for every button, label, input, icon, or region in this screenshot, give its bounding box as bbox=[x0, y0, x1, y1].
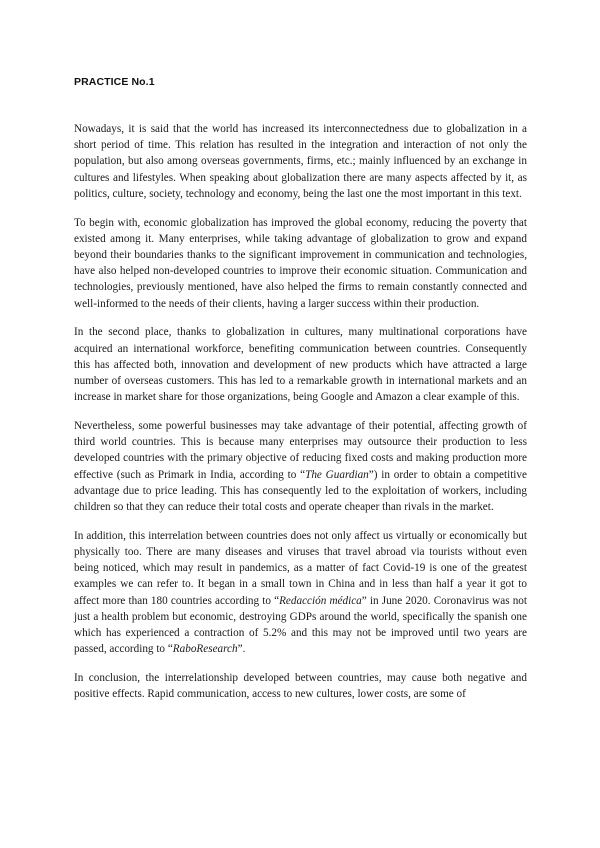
paragraph-economic-globalization bbox=[74, 215, 527, 312]
paragraph-cultural-globalization bbox=[74, 324, 527, 405]
paragraph-text: To begin with, economic globalization has improved the global economy, reducing the poverty that existed among it. Many enterprises, while taking advantage of globalization to grow and expand beyond their boundaries thanks to the significant improvement in communication and technologies, have also helped non-developed countries to improve their economic situation. Communication and technologies, previously mentioned, have also helped the firms to remain constantly connected and well-informed to the needs of their clients, having a larger success within their production. bbox=[74, 216, 527, 310]
document-body bbox=[74, 121, 527, 715]
source-citation: RaboResearch bbox=[172, 643, 238, 656]
paragraph-text: Nevertheless, some powerful businesses may take advantage of their potential, affecting growth of third world countries. This is because many enterprises may outsource their production to less developed countries with the primary objective of reducing fixed costs and making production more effective (such as Primark in India, according to “ bbox=[74, 420, 527, 481]
paragraph-text: In the second place, thanks to globalization in cultures, many multinational corporations have acquired an international workforce, benefiting communication between countries. Consequently this has affected both, innovation and development of new products which have attracted a large number of overseas customers. This has led to a remarkable growth in international markets and an increase in market share for those organizations, being Google and Amazon a clear example of this. bbox=[74, 326, 527, 404]
paragraph-pandemic bbox=[74, 528, 527, 658]
paragraph-text: ”. bbox=[237, 643, 246, 656]
paragraph-intro bbox=[74, 121, 527, 202]
paragraph-text: Nowadays, it is said that the world has increased its interconnectedness due to globalization in a short period of time. This relation has resulted in the integration and interaction of not only the population, but also among overseas governments, firms, etc.; mainly influenced by an exchange in cultures and lifestyles. When speaking about globalization there are many aspects affected by it, as politics, culture, society, technology and economy, being the last one the most important in this text. bbox=[74, 123, 527, 200]
paragraph-text: In conclusion, the interrelationship developed between countries, may cause both negative and positive effects. Rapid communication, access to new cultures, lower costs, are some of bbox=[74, 672, 527, 701]
source-citation: The Guardian bbox=[305, 468, 369, 481]
document-heading: PRACTICE No.1 bbox=[74, 76, 155, 88]
paragraph-text: ”) in order to obtain a competitive advantage due to price leading. This has consequently led to the exploitation of workers, including children so that they can reduce their total costs and operate cheaper than rivals in the market. bbox=[74, 468, 527, 514]
source-citation: Redacción médica bbox=[279, 594, 362, 607]
paragraph-text: In addition, this interrelation between countries does not only affect us virtually or economically but physically too. There are many diseases and viruses that travel abroad via tourists without even being noticed, which may result in pandemics, as a matter of fact Covid-19 is one of the greatest examples we can refer to. It began in a small town in China and in less than half a year it got to affect more than 180 countries according to “ bbox=[74, 529, 527, 607]
paragraph-outsourcing bbox=[74, 418, 527, 515]
paragraph-text: ” in June 2020. Coronavirus was not just a health problem but economic, destroying GDPs around the world, specifically the spanish one which has experienced a contraction of 5.2% and this may not be improved until two years are passed, according to “ bbox=[74, 594, 527, 656]
paragraph-conclusion bbox=[74, 670, 527, 702]
